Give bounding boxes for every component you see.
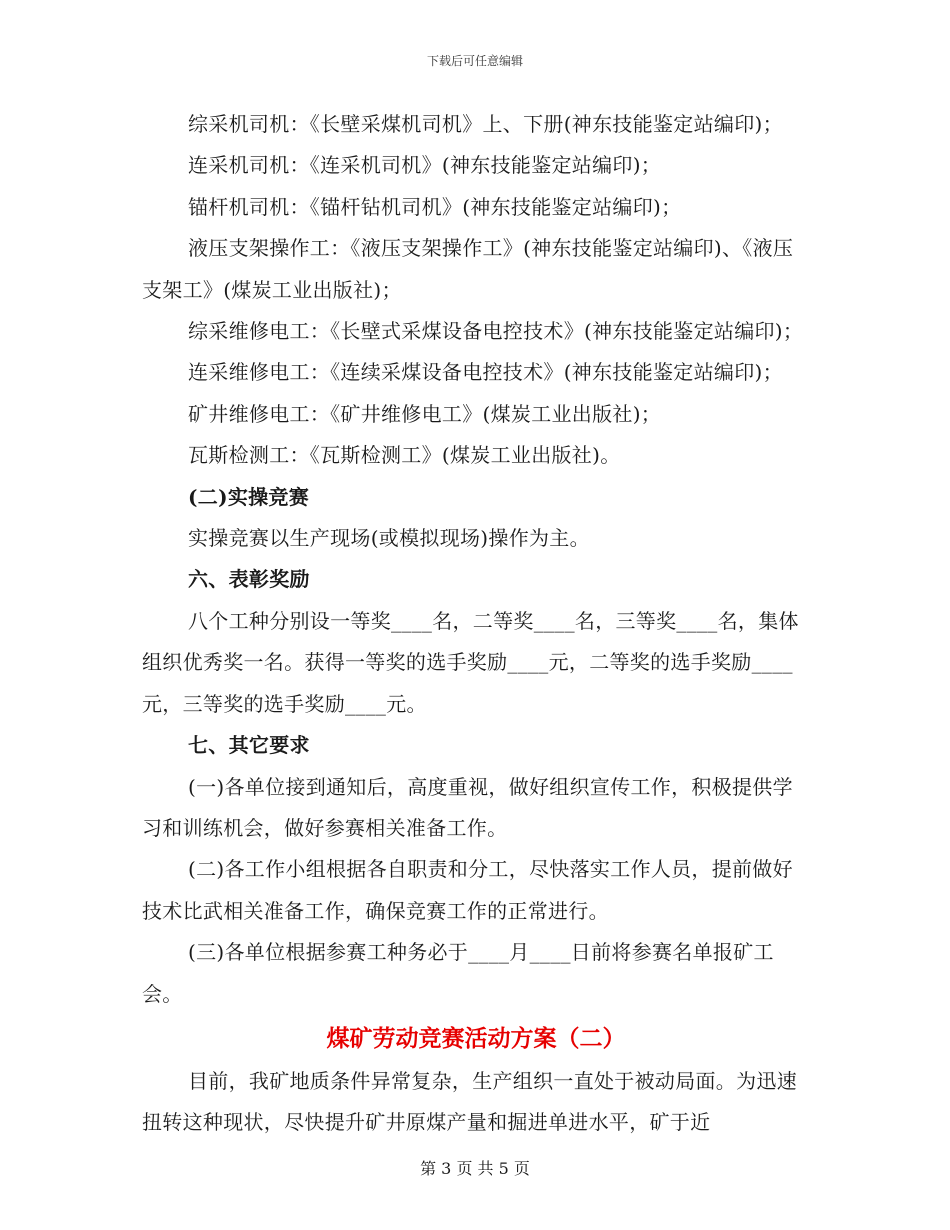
paragraph-awards: 八个工种分别设一等奖____名，二等奖____名，三等奖____名，集体组织优秀奖一名。获得一等奖的选手奖励____元，二等奖的选手奖励____元，三等奖的选手奖励____元。 bbox=[142, 608, 799, 716]
paragraph-textbook-continuous-electrician: 连采维修电工：《连续采煤设备电控技术》(神东技能鉴定站编印)； bbox=[188, 360, 783, 385]
paragraph-textbook-continuous-miner: 连采机司机：《连采机司机》(神东技能鉴定站编印)； bbox=[188, 153, 662, 178]
document-body bbox=[142, 104, 810, 1144]
page-footer: 第 3 页 共 5 页 bbox=[420, 1159, 530, 1178]
paragraph-requirement-1: (一)各单位接到通知后，高度重视，做好组织宣传工作，积极提供学习和训练机会，做好参赛相关准备工作。 bbox=[142, 774, 793, 840]
section-title: 煤矿劳动竞赛活动方案（二） bbox=[326, 1024, 626, 1052]
paragraph-textbook-gas-inspector: 瓦斯检测工：《瓦斯检测工》(煤炭工业出版社)。 bbox=[188, 443, 621, 468]
paragraph-practical-contest: 实操竞赛以生产现场(或模拟现场)操作为主。 bbox=[188, 526, 590, 551]
paragraph-requirement-3: (三)各单位根据参赛工种务必于____月____日前将参赛名单报矿工会。 bbox=[142, 940, 774, 1006]
paragraph-textbook-longwall-electrician: 综采维修电工：《长壁式采煤设备电控技术》(神东技能鉴定站编印)； bbox=[188, 319, 804, 344]
paragraph-textbook-mine-electrician: 矿井维修电工：《矿井维修电工》(煤炭工业出版社)； bbox=[188, 401, 662, 426]
paragraph-textbook-hydraulic-support: 液压支架操作工：《液压支架操作工》(神东技能鉴定站编印)、《液压支架工》(煤炭工业出版社)； bbox=[142, 236, 794, 302]
heading-other-requirements: 七、其它要求 bbox=[188, 733, 310, 758]
heading-awards: 六、表彰奖励 bbox=[188, 567, 310, 592]
paragraph-requirement-2: (二)各工作小组根据各自职责和分工，尽快落实工作人员，提前做好技术比武相关准备工作，确保竞赛工作的正常进行。 bbox=[142, 857, 793, 923]
paragraph-textbook-shearer: 综采机司机：《长壁采煤机司机》上、下册(神东技能鉴定站编印)； bbox=[188, 112, 783, 136]
page-header: 下载后可任意编辑 bbox=[426, 54, 523, 68]
heading-practical-contest: (二)实操竞赛 bbox=[188, 484, 310, 509]
paragraph-intro: 目前，我矿地质条件异常复杂，生产组织一直处于被动局面。为迅速扭转这种现状，尽快提升矿井原煤产量和掘进单进水平，矿于近 bbox=[142, 1068, 797, 1135]
paragraph-textbook-bolter: 锚杆机司机：《锚杆钻机司机》(神东技能鉴定站编印)； bbox=[188, 194, 682, 219]
